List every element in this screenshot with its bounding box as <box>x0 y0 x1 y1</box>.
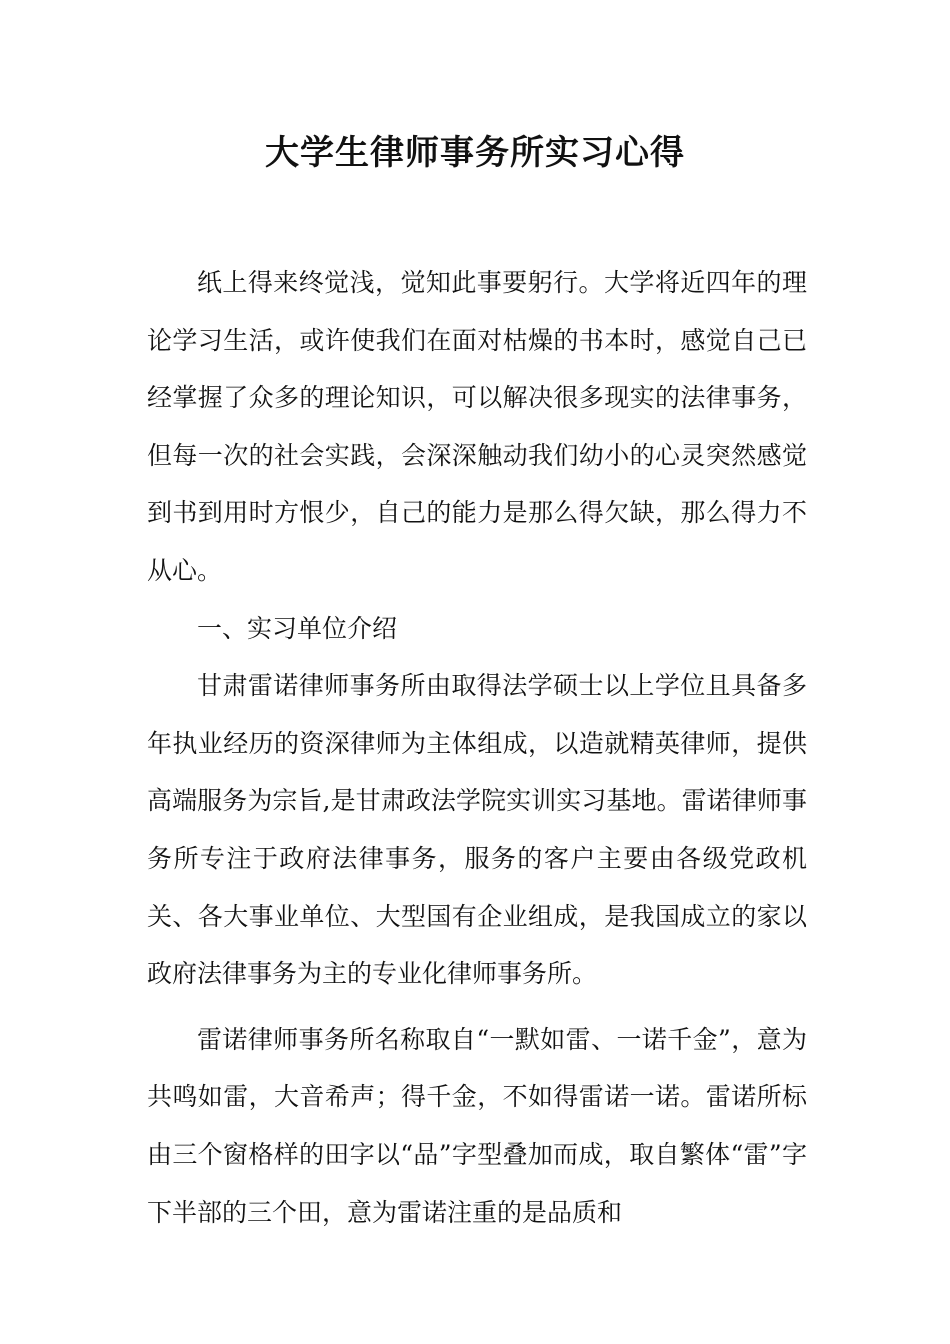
paragraph-intro: 纸上得来终觉浅，觉知此事要躬行。大学将近四年的理论学习生活，或许使我们在面对枯燥的书本时，感觉自己已经掌握了众多的理论知识，可以解决很多现实的法律事务，但每一次的社会实践，会深深触动我们幼小的心灵突然感觉到书到用时方恨少，自己的能力是那么得欠缺，那么得力不从心。 <box>147 268 807 585</box>
paragraph-firm-description: 甘肃雷诺律师事务所由取得法学硕士以上学位且具备多年执业经历的资深律师为主体组成，以造就精英律师，提供高端服务为宗旨,是甘肃政法学院实训实习基地。雷诺律师事务所专注于政府法律事务，服务的客户主要由各级党政机关、各大事业单位、大型国有企业组成，是我国成立的家以政府法律事务为主的专业化律师事务所。 <box>147 671 807 989</box>
document-title: 大学生律师事务所实习心得 <box>265 133 685 173</box>
section-heading-unit-intro: 一、实习单位介绍 <box>197 613 398 643</box>
paragraph-firm-name-origin: 雷诺律师事务所名称取自“一默如雷、一诺千金”，意为共鸣如雷，大音希声；得千金，不如得雷诺一诺。雷诺所标由三个窗格样的田字以“品”字型叠加而成，取自繁体“雷”字下半部的三个田，意为雷诺注重的是品质和 <box>147 1024 807 1227</box>
document-body <box>147 254 807 1241</box>
